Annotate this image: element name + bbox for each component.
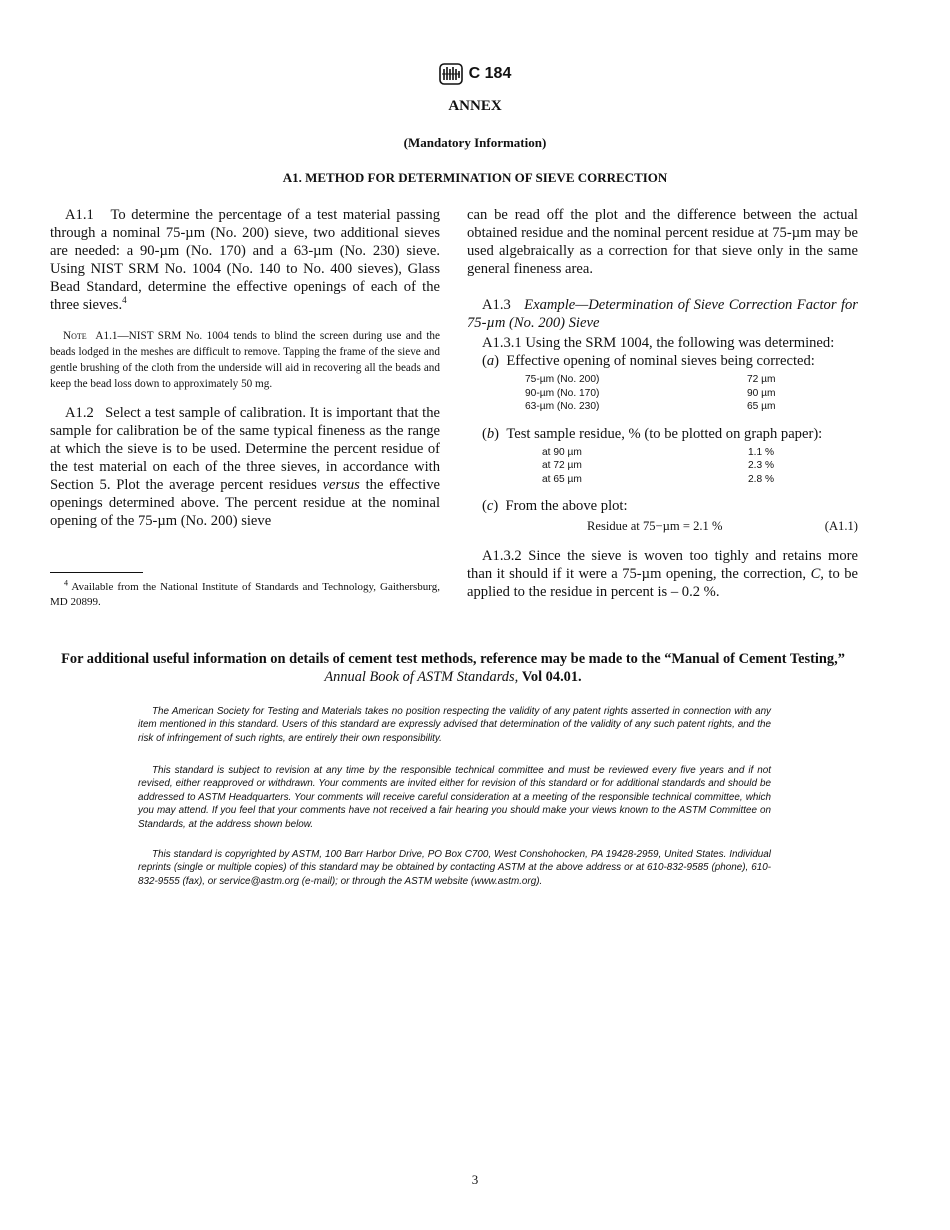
table-row (542, 446, 858, 460)
table-cell: 90-µm (No. 170) (525, 387, 600, 399)
footnote-number: 4 (64, 578, 68, 588)
item-b: (b) Test sample residue, % (to be plotted on graph paper): (482, 425, 823, 442)
left-column (50, 206, 440, 530)
footnote-divider (50, 572, 143, 573)
legal-revision-notice: This standard is subject to revision at any time by the responsible technical committee and must be reviewed every five years and if not revised, either reapproved or withdrawn. Your comments are invited either for revision of this standard or for additional standards and should be addressed to ASTM Headquarters. Your comments will receive careful consideration at a meeting of the responsible technical committee, which you may attend. If you feel that your comments have not received a fair hearing you should make your views known to the ASTM Committee on Standards, at the address shown below. (138, 765, 771, 830)
additional-info-text: For additional useful information on details of cement test methods, reference may be made to the “Manual of Cement Testing,” (61, 651, 845, 667)
table-cell: at 72 µm (542, 460, 582, 471)
table-cell: 75-µm (No. 200) (525, 374, 600, 385)
equation-number: (A1.1) (824, 519, 858, 533)
heading-a1-3 (467, 296, 858, 332)
paragraph-a1-3-1: A1.3.1 Using the SRM 1004, the following was determined: (482, 335, 835, 351)
paragraph-text: the effective openings determined above. The percent residue at the nominal opening of the 75-µm (No. 200) sieve (50, 477, 440, 529)
note-a1-1 (50, 328, 440, 392)
table-cell: 72 µm (747, 374, 776, 385)
equation-a1-1 (467, 517, 858, 535)
heading-text: Example—Determination of Sieve Correction Factor for 75-µm (No. 200) Sieve (467, 297, 858, 331)
section-title: A1. METHOD FOR DETERMINATION OF SIEVE CORRECTION (282, 170, 668, 185)
paragraph-italic: C, (810, 566, 824, 582)
item-text: Test sample residue, % (to be plotted on graph paper): (506, 425, 823, 442)
paragraph-a1-1 (50, 206, 440, 314)
item-label: c (486, 498, 494, 514)
page-header (0, 63, 950, 90)
paragraph-a1-3-2 (467, 547, 858, 601)
note-label: Note (63, 330, 87, 342)
residue-table (542, 446, 858, 487)
paragraph-continuation: can be read off the plot and the difference between the actual obtained residue and the nominal percent residue at 75-µm may be used algebraically as a correction for that sieve only in the same general fineness area. (467, 207, 858, 277)
equation-expression: Residue at 75−µm = 2.1 % (587, 519, 723, 533)
paragraph-text: to be applied to the residue in percent is – 0.2 %. (467, 566, 859, 600)
table-row (525, 373, 858, 387)
item-text: From the above plot: (505, 498, 628, 514)
item-text: Effective opening of nominal sieves being corrected: (506, 353, 815, 369)
table-cell: 65 µm (747, 401, 776, 412)
paragraph-text: A1.3.2 Since the sieve is woven too tighly and retains more than it should if it were a 75-µm opening, the correction, (467, 548, 858, 582)
paragraph-label: A1.1 (65, 207, 94, 223)
footnote-reference[interactable]: 4 (122, 295, 127, 306)
table-row (542, 459, 858, 473)
note-text: A1.1—NIST SRM No. 1004 tends to blind the screen during use and the beads lodged in the meshes are difficult to remove. Tapping the frame of the sieve and gentle brushing of the cloth from the underside will aid in recovering all the beads and keep the bead loss down to approximately 50 mg. (50, 330, 440, 390)
table-cell: 2.3 % (748, 460, 775, 471)
legal-patent-notice: The American Society for Testing and Materials takes no position respecting the validity of any patent rights asserted in connection with any item mentioned in this standard. Users of this standard are expressly advised that determination of the validity of any such patent rights, and the risk of infringement of such rights, are entirely their own responsibility. (138, 706, 771, 744)
right-column (467, 206, 858, 601)
table-cell: 90 µm (747, 387, 776, 399)
item-a: (a) Effective opening of nominal sieves being corrected: (482, 353, 815, 369)
footnote (50, 580, 440, 610)
additional-info (50, 650, 856, 686)
table-row (525, 387, 858, 401)
paragraph-a1-2 (50, 404, 440, 530)
annex-title: ANNEX (448, 98, 502, 114)
paragraph-label: A1.3 (482, 297, 511, 313)
paragraph-text: Select a test sample of calibration. It is important that the sample for calibration be of the same typical fineness as the range at which the sieve is to be used. Determine the percent residue of the test material on each of the three sieves, in accordance with Section 5. Plot the average percent residues (50, 405, 440, 493)
paragraph-label: A1.2 (65, 405, 94, 421)
table-row (542, 473, 858, 487)
item-label: a (486, 353, 495, 369)
paragraph-text: To determine the percentage of a test material passing through a nominal 75-µm (No. 200) sieve, two additional sieves are needed: a 90-µm (No. 170) and a 63-µm (No. 230) sieve. Using NIST SRM No. 1004 (No. 140 to No. 400 sieves), Glass Bead Standard, determine the effective openings of each of the three sieves. (50, 207, 440, 313)
table-cell: 1.1 % (748, 446, 775, 458)
additional-info-italic: Annual Book of ASTM Standards, (324, 669, 519, 685)
annex-subtitle: (Mandatory Information) (403, 135, 547, 150)
page-number: 3 (471, 1172, 479, 1187)
table-cell: 2.8 % (748, 473, 775, 485)
paragraph-italic: versus (322, 477, 360, 493)
footnote-text: Available from the National Institute of Standards and Technology, Gaithersburg, MD 20899. (50, 581, 440, 608)
sieve-opening-table (525, 373, 858, 414)
legal-copyright-notice: This standard is copyrighted by ASTM, 100 Barr Harbor Drive, PO Box C700, West Conshohocken, PA 19428-2959, United States. Individual reprints (single or multiple copies) of this standard may be obtained by contacting ASTM at the above address or at 610-832-9585 (phone), 610-832-9555 (fax), or service@astm.org (e-mail); or through the ASTM website (www.astm.org). (138, 849, 771, 887)
table-cell: 63-µm (No. 230) (525, 401, 600, 412)
item-c: (c) From the above plot: (482, 498, 628, 514)
item-label: b (486, 425, 495, 442)
astm-logo-icon (439, 63, 463, 85)
additional-info-volume: Vol 04.01. (521, 669, 582, 685)
table-row (525, 400, 858, 414)
standard-designation: C 184 (468, 65, 512, 82)
table-cell: at 90 µm (542, 446, 582, 458)
table-cell: at 65 µm (542, 473, 582, 485)
